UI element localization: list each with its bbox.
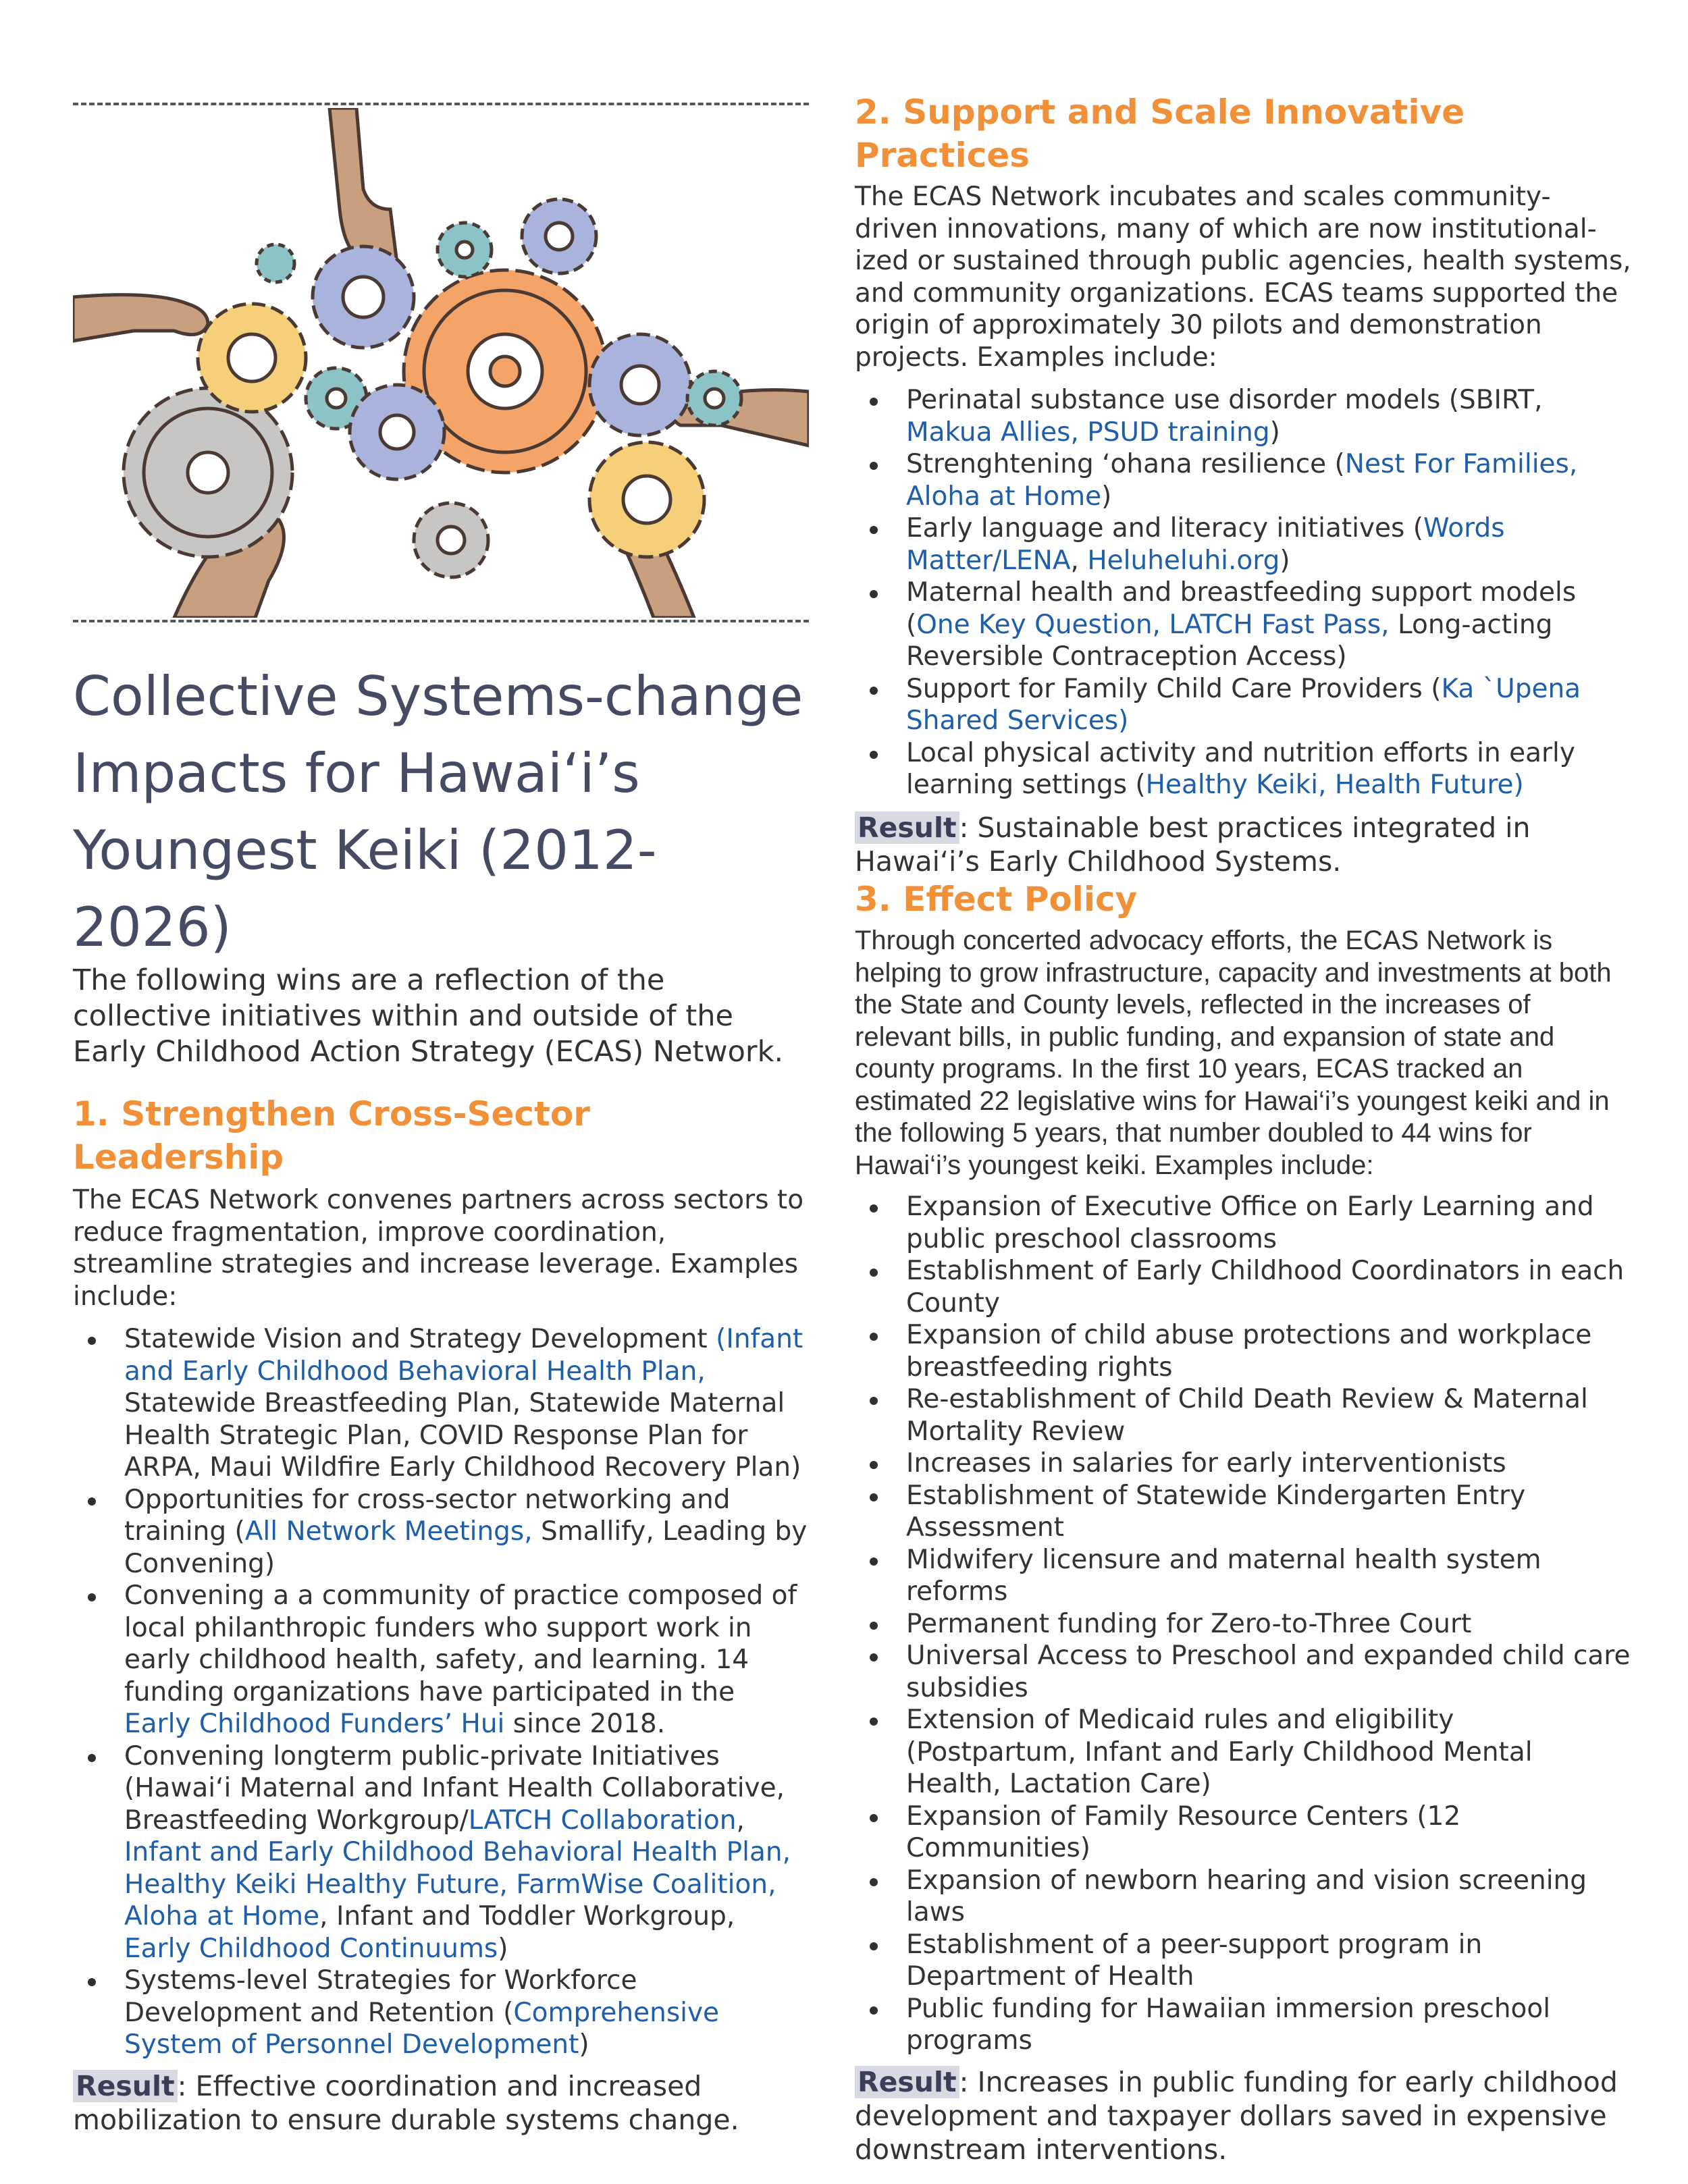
- result-label: Result: [73, 2070, 178, 2102]
- page-title: Collective Systems-change Impacts for Hawai‘i’s Youngest Keiki (2012-2026): [73, 665, 803, 959]
- section-3: [855, 878, 1631, 2166]
- section-3-body: Through concerted advocacy efforts, the ECAS Network is helping to grow infrastructure, capacity and investments at both the State and County levels, reflected in the increases of relevant bills, in public funding, and expansion of state and county programs. In the first 10 years, ECAS tracked an estimated 22 legislative wins for Hawai‘i’s youngest keiki and in the following 5 years, that number doubled to 44 wins for Hawai‘i’s youngest keiki. Examples include:: [855, 926, 1612, 1180]
- link[interactable]: One Key Question, LATCH Fast Pass,: [916, 609, 1390, 640]
- list-item: Perinatal substance use disorder models (SBIRT, Makua Allies, PSUD training): [855, 384, 1631, 448]
- section-1-body: The ECAS Network convenes partners across sectors to reduce fragmentation, improve coordination, streamline strategies and increase leverage. Examples include:: [73, 1185, 804, 1312]
- section-1-result: Result: Effective coordination and increased mobilization to ensure durable systems change.: [73, 2069, 739, 2136]
- section-3-heading: 3. Effect Policy: [855, 880, 1138, 919]
- link[interactable]: Early Childhood Continuums: [124, 1933, 498, 1964]
- list-item: Permanent funding for Zero-to-Three Court: [855, 1608, 1631, 1641]
- list-item: Extension of Medicaid rules and eligibility (Postpartum, Infant and Early Childhood Mental Health, Lactation Care): [855, 1704, 1631, 1801]
- section-2-result: Result: Sustainable best practices integrated in Hawai‘i’s Early Childhood Systems.: [855, 811, 1531, 878]
- bottom-divider: [73, 620, 809, 622]
- link[interactable]: Heluheluhi.org: [1087, 545, 1280, 576]
- list-item: Statewide Vision and Strategy Development (Infant and Early Childhood Behavioral Health Plan, Statewide Breastfeeding Plan, Statewide Maternal Health Strategic Plan, COVID Response Plan for ARPA, Maui Wildfire Early Childhood Recovery Plan): [73, 1323, 809, 1484]
- list-item: Establishment of Statewide Kindergarten Entry Assessment: [855, 1480, 1631, 1544]
- list-item: Convening longterm public-private Initiatives (Hawai‘i Maternal and Infant Health Collaborative, Breastfeeding Workgroup/LATCH Collaboration, Infant and Early Childhood Behavioral Health Plan, Healthy Keiki Healthy Future, FarmWise Coalition, Aloha at Home, Infant and Toddler Workgroup, Early Childhood Continuums): [73, 1740, 809, 1965]
- list-item: Expansion of child abuse protections and workplace breastfeeding rights: [855, 1319, 1631, 1383]
- list-item: Opportunities for cross-sector networking and training (All Network Meetings, Smallify, Leading by Convening): [73, 1484, 809, 1580]
- hands-and-gears-illustration: [73, 108, 809, 618]
- list-item: Increases in salaries for early interventionists: [855, 1447, 1631, 1480]
- link[interactable]: LATCH Collaboration: [468, 1805, 737, 1836]
- list-item: Convening a a community of practice composed of local philanthropic funders who support work in early childhood health, safety, and learning. 14 funding organizations have participated in the Early Childhood Funders’ Hui since 2018.: [73, 1580, 809, 1740]
- section-2: [855, 90, 1631, 878]
- section-1: [73, 1092, 809, 2137]
- section-2-body: The ECAS Network incubates and scales community-driven innovations, many of which are now institutional-ized or sustained through public agencies, health systems, and community organizations. ECAS teams supported the origin of approximately 30 pilots and demonstration projects. Examples include:: [855, 182, 1631, 373]
- section-2-heading: 2. Support and Scale Innovative Practices: [855, 92, 1465, 175]
- result-label: Result: [855, 811, 959, 844]
- list-item: Expansion of Family Resource Centers (12 Communities): [855, 1801, 1631, 1865]
- link[interactable]: (Infant and Early Childhood Behavioral Health Plan,: [124, 1324, 803, 1387]
- list-item: Maternal health and breastfeeding support models (One Key Question, LATCH Fast Pass, Long-acting Reversible Contraception Access): [855, 577, 1631, 673]
- list-item: Midwifery licensure and maternal health system reforms: [855, 1544, 1631, 1608]
- link[interactable]: Infant and Early Childhood Behavioral Health Plan, Healthy Keiki Healthy Future, FarmWise Coalition, Aloha at Home: [124, 1837, 791, 1932]
- list-item: Support for Family Child Care Providers (Ka `Upena Shared Services): [855, 673, 1631, 737]
- intro-paragraph: The following wins are a reflection of the collective initiatives within and outside of the Early Childhood Action Strategy (ECAS) Network.: [73, 963, 784, 1069]
- top-divider: [73, 103, 809, 105]
- section-3-result: Result: Increases in public funding for early childhood development and taxpayer dollars saved in expensive downstream interventions.: [855, 2065, 1618, 2166]
- list-item: Establishment of a peer-support program in Department of Health: [855, 1929, 1631, 1993]
- list-item: Expansion of newborn hearing and vision screening laws: [855, 1865, 1631, 1929]
- link[interactable]: Healthy Keiki, Health Future): [1145, 770, 1524, 800]
- list-item: Universal Access to Preschool and expanded child care subsidies: [855, 1640, 1631, 1704]
- list-item: Establishment of Early Childhood Coordinators in each County: [855, 1255, 1631, 1319]
- section-1-heading: 1. Strengthen Cross-Sector Leadership: [73, 1094, 590, 1177]
- list-item: Re-establishment of Child Death Review & Maternal Mortality Review: [855, 1383, 1631, 1447]
- list-item: Expansion of Executive Office on Early Learning and public preschool classrooms: [855, 1191, 1631, 1255]
- link[interactable]: Early Childhood Funders’ Hui: [124, 1709, 505, 1739]
- link[interactable]: Nest For Families, Aloha at Home: [906, 449, 1578, 512]
- section-3-list: [855, 1191, 1631, 2057]
- link[interactable]: Ka `Upena Shared Services): [906, 673, 1581, 736]
- link[interactable]: Makua Allies, PSUD training: [906, 417, 1270, 448]
- list-item: Public funding for Hawaiian immersion preschool programs: [855, 1993, 1631, 2057]
- list-item: Strenghtening ‘ohana resilience (Nest For Families, Aloha at Home): [855, 448, 1631, 512]
- list-item: Local physical activity and nutrition efforts in early learning settings (Healthy Keiki, Health Future): [855, 737, 1631, 801]
- link[interactable]: Comprehensive System of Personnel Development: [124, 1997, 720, 2060]
- list-item: Systems-level Strategies for Workforce Development and Retention (Comprehensive System of Personnel Development): [73, 1965, 809, 2061]
- section-1-list: [73, 1323, 809, 2061]
- list-item: Early language and literacy initiatives (Words Matter/LENA, Heluheluhi.org): [855, 512, 1631, 577]
- link[interactable]: All Network Meetings,: [244, 1516, 533, 1547]
- result-label: Result: [855, 2066, 959, 2098]
- link[interactable]: Words Matter/LENA: [906, 513, 1505, 576]
- section-2-list: [855, 384, 1631, 801]
